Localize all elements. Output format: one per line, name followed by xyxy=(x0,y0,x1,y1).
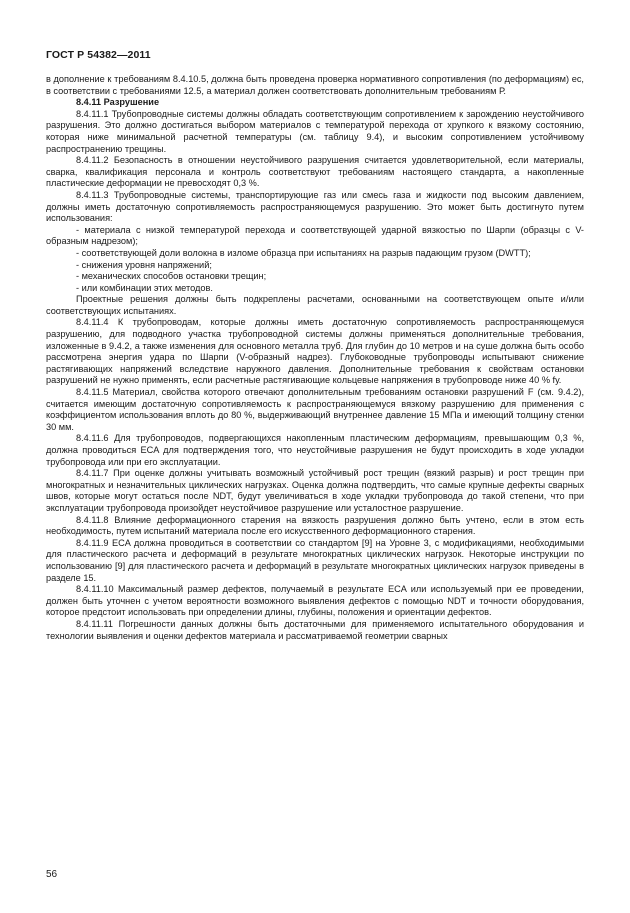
paragraph-8-4-11-8: 8.4.11.8 Влияние деформационного старения на вязкость разрушения должно быть учтено, если в этом есть необходимость, путем испытаний материала после его искусственного деформационного старения. xyxy=(46,514,584,537)
list-item: - механических способов остановки трещин; xyxy=(76,271,267,282)
paragraph-8-4-11-5: 8.4.11.5 Материал, свойства которого отвечают дополнительным требованиям остановки разрушений F (см. 9.4.2), считается имеющим достаточную сопротивляемость к распространяющемуся вязкому разрушению для применения с коэффициентом использования вплоть до 80 %, выдерживающий внутреннее давление 15 МПа и имеющий толщину стенки 30 мм. xyxy=(46,387,584,432)
paragraph-8-4-11-3: 8.4.11.3 Трубопроводные системы, транспортирующие газ или смесь газа и жидкости под высоким давлением, должны иметь достаточную сопротивляемость распространяющемуся разрушению. Это может быть достигнуто путем использования: xyxy=(46,189,584,224)
paragraph-design-note: Проектные решения должны быть подкреплены расчетами, основанными на соответствующем опыте и/или соответствующих испытаниях. xyxy=(46,294,584,316)
paragraph-8-4-11-2: 8.4.11.2 Безопасность в отношении неустойчивого разрушения считается удовлетворительной, если материалы, сварка, квалификация персонала и контроль соответствуют требованиям настоящего стандарта, а накопленные пластические деформации не превосходят 0,3 %. xyxy=(46,155,584,189)
paragraph-8-4-11-1: 8.4.11.1 Трубопроводные системы должны обладать соответствующим сопротивлением к зарождению неустойчивого разрушения. Это должно достигаться выбором материалов с температурой перехода от хрупкого к вязкому состоянию, которая ниже минимальной расчетной температуры (см. таблицу 9.4), и высоким сопротивлением устойчивому распространению трещины. xyxy=(46,108,584,154)
section-heading: 8.4.11 Разрушение xyxy=(76,97,160,108)
list-item: - материала с низкой температурой перехода и соответствующей ударной вязкостью по Шарпи (образцы с V-образным надрезом); xyxy=(46,224,584,247)
list-item: - или комбинации этих методов. xyxy=(76,282,213,293)
document-header: ГОСТ Р 54382—2011 xyxy=(46,49,151,61)
list-item: - соответствующей доли волокна в изломе образца при испытаниях на разрыв падающим грузом (DWTT); xyxy=(76,247,531,258)
paragraph-8-4-11-11: 8.4.11.11 Погрешности данных должны быть достаточными для применяемого испытательного оборудования и технологии выявления и оценки дефектов материала и рассматриваемой геометрии сварных xyxy=(46,618,584,641)
paragraph-8-4-11-10: 8.4.11.10 Максимальный размер дефектов, получаемый в результате ECA или используемый при ее проведении, должен быть уточнен с учетом вероятности возможного выявления дефектов с помощью NDT и точности оборудования, которое предстоит использовать при определении длины, глубины, положения и ориентации дефектов. xyxy=(46,584,584,618)
paragraph-8-4-11-7: 8.4.11.7 При оценке должны учитывать возможный устойчивый рост трещин (вязкий разрыв) и рост трещин при многократных и незначительных циклических нагрузках. Оценка должна подтвердить, что самые крупные дефекты сварных швов, которые могут остаться после NDT, будут увеличиваться в ходе укладки трубопровода до такой степени, что при эксплуатации трубопровода произойдет неустойчивое разрушение или усталостное разрушение. xyxy=(46,468,584,513)
document-body xyxy=(46,74,584,642)
list-item: - снижения уровня напряжений; xyxy=(76,259,212,270)
paragraph-8-4-11-4: 8.4.11.4 К трубопроводам, которые должны иметь достаточную сопротивляемость распространяющемуся разрушению, для подводного участка трубопроводной системы должны применяться дополнительные требования, изложенные в 9.4.2, а также изменения для основного металла труб. Для глубин до 10 метров и на суше должна быть особо рассмотрена энергия удара по Шарпи (V-образный надрез). Глубоководные трубопроводы испытывают снижение растягивающих напряжений вследствие наружного давления. Дополнительные требования к свойствам остановки разрушений не нужно применять, если расчетные растягивающие кольцевые напряжения в трубопроводе ниже 40 % fу. xyxy=(46,317,584,386)
paragraph-8-4-11-6: 8.4.11.6 Для трубопроводов, подвергающихся накопленным пластическим деформациям, превышающим 0,3 %, должна проводиться ECA для подтверждения того, что неустойчивые разрушения не будут происходить в ходе укладки трубопровода или при его эксплуатации. xyxy=(46,433,584,467)
paragraph-continuation: в дополнение к требованиям 8.4.10.5, должна быть проведена проверка нормативного сопротивления (по деформациям) eс, в соответствии с требованиями 12.5, а материал должен соответствовать дополнительным требованиям Р. xyxy=(46,74,584,96)
page-number: 56 xyxy=(46,869,58,880)
paragraph-8-4-11-9: 8.4.11.9 ECA должна проводиться в соответствии со стандартом [9] на Уровне 3, с модификациями, необходимыми для пластического расчета и деформаций в результате многократных циклических нагрузок. Некоторые инструкции по использованию [9] для пластического расчета и деформаций в результате многократных циклических нагрузок приведены в разделе 15. xyxy=(46,537,584,583)
